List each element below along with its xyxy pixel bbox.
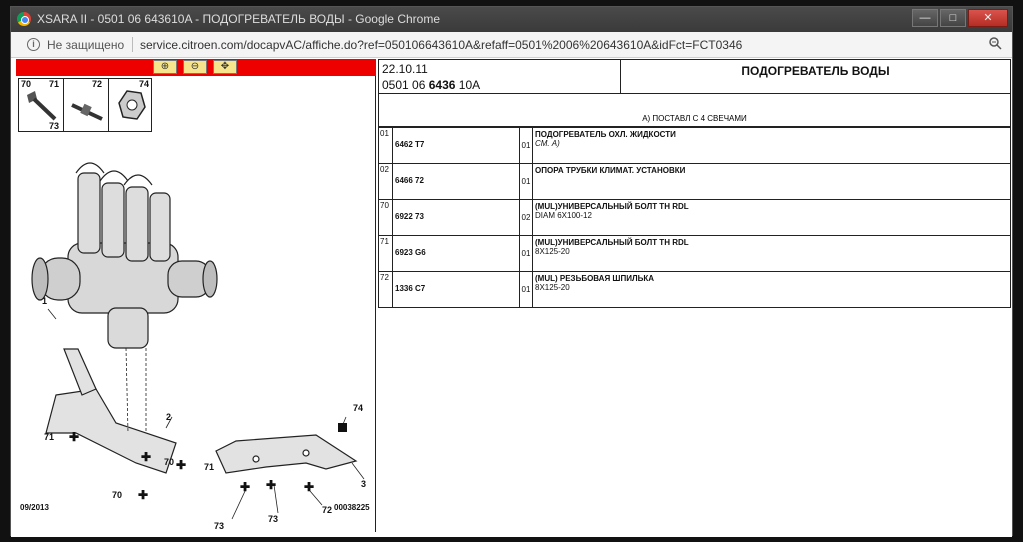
svg-text:✚: ✚ [138, 488, 149, 502]
page-content [11, 58, 1012, 537]
pos-cell: 72 [379, 272, 393, 308]
pan-icon: ✥ [220, 61, 230, 72]
ref-cell[interactable]: 1336 C7 [393, 272, 520, 308]
callout-73: 73 [268, 514, 279, 524]
title-bar [11, 7, 1012, 32]
qty-cell: 01 [520, 164, 533, 200]
address-separator [132, 37, 133, 52]
part-note: 8X125-20 [535, 247, 570, 256]
chrome-logo-icon [17, 12, 31, 26]
diagram-date-code: 09/2013 [20, 503, 49, 512]
qty-cell: 01 [520, 272, 533, 308]
zoom-icon[interactable] [989, 37, 1002, 50]
part-bold: 6436 [428, 78, 456, 92]
header-title: ПОДОГРЕВАТЕЛЬ ВОДЫ [621, 60, 1011, 94]
part-name: ОПОРА ТРУБКИ КЛИМАТ. УСТАНОВКИ [535, 166, 686, 175]
table-row[interactable] [379, 164, 1011, 200]
part-note: DIAM 6X100-12 [535, 211, 592, 220]
part-note: 8X125-20 [535, 283, 570, 292]
table-row[interactable] [379, 200, 1011, 236]
thumb-label: 70 [21, 79, 32, 89]
callout-70: 70 [112, 490, 123, 500]
info-icon[interactable]: i [27, 38, 40, 51]
pos-cell: 70 [379, 200, 393, 236]
thumb-label: 73 [49, 121, 60, 131]
svg-text:✚: ✚ [176, 458, 187, 472]
thumb-label: 74 [139, 79, 150, 89]
table-row[interactable] [379, 128, 1011, 164]
ref-cell[interactable]: 6922 73 [393, 200, 520, 236]
pos-cell: 02 [379, 164, 393, 200]
security-label[interactable]: Не защищено [47, 38, 125, 52]
part-suffix: 10A [458, 78, 481, 92]
viewer-toolbar [16, 59, 376, 76]
table-row[interactable] [379, 272, 1011, 308]
ref-cell[interactable]: 6923 G6 [393, 236, 520, 272]
thumbnail-bolt[interactable] [19, 79, 64, 131]
desc-cell [533, 128, 1011, 164]
zoom-in-button[interactable] [153, 60, 177, 74]
callout-74: 74 [353, 403, 364, 413]
qty-cell: 01 [520, 128, 533, 164]
minimize-button[interactable]: — [912, 9, 938, 27]
svg-text:✚: ✚ [304, 480, 315, 494]
callout-73: 73 [214, 521, 225, 531]
subheader [378, 94, 1011, 127]
window-title: XSARA II - 0501 06 643610A - ПОДОГРЕВАТЕЛЬ ВОДЫ - Google Chrome [37, 12, 440, 26]
thumbnail-stud[interactable] [64, 79, 109, 131]
pos-cell: 71 [379, 236, 393, 272]
thumb-label: 71 [49, 79, 60, 89]
desc-cell [533, 272, 1011, 308]
svg-text:✚: ✚ [69, 430, 80, 444]
header-table [378, 59, 1011, 94]
desc-cell [533, 236, 1011, 272]
zoom-out-icon: ⊖ [190, 61, 200, 72]
url-text[interactable]: service.citroen.com/docapvAC/affiche.do?ref=050106643610A&refaff=0501%2006%20643610A&idFct=FCT0346 [140, 38, 743, 52]
part-prefix: 0501 06 [382, 78, 426, 92]
parts-table [378, 127, 1011, 308]
callout-71: 71 [44, 432, 55, 442]
part-note: СМ. А) [535, 139, 560, 148]
pan-button[interactable] [213, 60, 237, 74]
header-left-cell [379, 60, 621, 94]
hardware-thumbnails [18, 78, 152, 132]
header-part-number [379, 77, 620, 93]
parts-panel [378, 59, 1011, 308]
desc-cell [533, 200, 1011, 236]
part-name: ПОДОГРЕВАТЕЛЬ ОХЛ. ЖИДКОСТИ [535, 130, 676, 139]
callout-70: 70 [164, 457, 175, 467]
subheader-text: А) ПОСТАВЛ С 4 СВЕЧАМИ [642, 114, 747, 123]
zoom-in-icon: ⊕ [160, 61, 170, 72]
ref-cell[interactable]: 6466 72 [393, 164, 520, 200]
callout-71: 71 [204, 462, 215, 472]
thumbnail-nut[interactable] [109, 79, 153, 131]
header-date: 22.10.11 [382, 62, 428, 76]
svg-text:✚: ✚ [266, 478, 277, 492]
qty-cell: 01 [520, 236, 533, 272]
svg-text:✚: ✚ [240, 480, 251, 494]
part-name: (MUL)УНИВЕРСАЛЬНЫЙ БОЛТ TH RDL [535, 202, 689, 211]
part-name: (MUL) РЕЗЬБОВАЯ ШПИЛЬКА [535, 274, 654, 283]
diagram-panel [16, 59, 376, 532]
callout-72: 72 [322, 505, 333, 515]
ref-cell[interactable]: 6462 T7 [393, 128, 520, 164]
thumb-label: 72 [92, 79, 103, 89]
qty-cell: 02 [520, 200, 533, 236]
part-name: (MUL)УНИВЕРСАЛЬНЫЙ БОЛТ TH RDL [535, 238, 689, 247]
callout-2: 2 [166, 412, 172, 422]
browser-window [10, 6, 1013, 536]
close-button[interactable]: ✕ [968, 9, 1008, 27]
diagram-doc-code: 00038225 [334, 503, 370, 512]
callout-3: 3 [361, 479, 367, 489]
svg-text:✚: ✚ [141, 450, 152, 464]
table-row[interactable] [379, 236, 1011, 272]
maximize-button[interactable]: □ [940, 9, 966, 27]
desc-cell [533, 164, 1011, 200]
pos-cell: 01 [379, 128, 393, 164]
zoom-out-button[interactable] [183, 60, 207, 74]
callout-1: 1 [42, 296, 48, 306]
address-bar[interactable] [11, 32, 1012, 58]
